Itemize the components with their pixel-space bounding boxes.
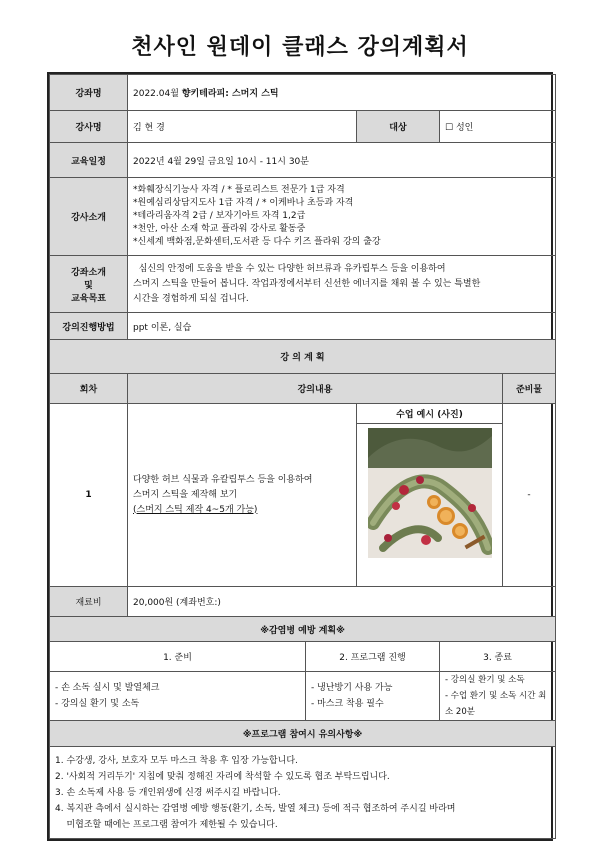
target-label: 대상 [357, 111, 440, 143]
plan-row [50, 404, 556, 587]
materials-value: - [503, 404, 556, 587]
goal-label [50, 256, 128, 313]
content-cell [128, 404, 357, 587]
goal-label-line: 교육목표 [71, 293, 106, 304]
course-date: 2022.04월 [133, 89, 182, 99]
intro-row [50, 178, 556, 256]
goal-label-line: 및 [84, 280, 93, 291]
plan-header-row [50, 374, 556, 404]
prevention-detail-row [50, 672, 556, 721]
content-note: (스머지 스틱 제작 4~5개 가능) [133, 504, 258, 515]
method-label: 강의진행방법 [50, 313, 128, 340]
course-name: 향키테라피: 스머지 스틱 [181, 89, 279, 99]
plan-heading-row [50, 340, 556, 374]
prevention-col-end: 3. 종료 [440, 642, 556, 672]
content-header: 강의내용 [128, 374, 503, 404]
schedule-value: 2022년 4월 29일 금요일 10시 - 11시 30분 [128, 143, 556, 178]
target-text: 성인 [455, 123, 474, 133]
prevention-header-row [50, 642, 556, 672]
notes-heading: ※프로그램 참여시 유의사항※ [50, 721, 556, 747]
notes-row [50, 747, 556, 839]
course-value [128, 75, 556, 111]
prevention-heading-row [50, 617, 556, 642]
method-value: ppt 이론, 실습 [128, 313, 556, 340]
schedule-label: 교육일정 [50, 143, 128, 178]
instructor-label: 강사명 [50, 111, 128, 143]
goal-line: 스머지 스틱을 만들어 봅니다. 작업과정에서부터 신선한 에너지를 채워 볼 수 있는 특별한 [133, 278, 481, 289]
prevention-item: - 마스크 착용 필수 [311, 699, 384, 709]
target-checkbox[interactable]: ☐ [445, 123, 454, 133]
intro-line: *천안, 아산 소재 학교 플라워 강사로 활동중 [133, 224, 306, 234]
prevention-item: - 수업 환기 및 소독 시간 최소 20분 [445, 691, 547, 717]
note-line: 4. 복지관 측에서 실시하는 감염병 예방 행동(환기, 소독, 발열 체크) 등에 적극 협조하여 주시길 바라며 [55, 803, 456, 814]
target-value [440, 111, 556, 143]
prevention-col-prepare: 1. 준비 [50, 642, 306, 672]
prevention-end-cell [440, 672, 556, 721]
goal-line: 심신의 안정에 도움을 받을 수 있는 다양한 허브류과 유카립투스 등을 이용하여 [133, 263, 446, 274]
prevention-progress-cell [306, 672, 440, 721]
note-line: 1. 수강생, 강사, 보호자 모두 마스크 착용 후 입장 가능합니다. [55, 755, 298, 766]
session-header: 회차 [50, 374, 128, 404]
goal-line: 시간을 경험하게 되실 겁니다. [133, 293, 249, 304]
lesson-plan-table [49, 74, 556, 839]
prevention-col-progress: 2. 프로그램 진행 [306, 642, 440, 672]
prevention-prepare-cell [50, 672, 306, 721]
intro-line: *신세계 백화점,문화센터,도서관 등 다수 키즈 플라워 강의 출강 [133, 237, 381, 247]
prevention-item: - 손 소독 실시 및 발열체크 [55, 683, 160, 693]
goal-label-line: 강좌소개 [71, 267, 106, 278]
notes-heading-row [50, 721, 556, 747]
prevention-item: - 강의실 환기 및 소독 [55, 699, 140, 709]
plan-heading: 강 의 계 획 [50, 340, 556, 374]
smudge-stick-photo [368, 428, 492, 558]
fee-label: 재료비 [50, 587, 128, 617]
schedule-row [50, 143, 556, 178]
lesson-plan-form [47, 72, 553, 841]
materials-header: 준비물 [503, 374, 556, 404]
prevention-item: - 냉난방기 사용 가능 [311, 683, 393, 693]
note-line: 2. '사회적 거리두기' 지침에 맞춰 정해진 자리에 착석할 수 있도록 협조 부탁드립니다. [55, 771, 390, 782]
prevention-heading: ※감염병 예방 계획※ [50, 617, 556, 642]
intro-label: 강사소개 [50, 178, 128, 256]
intro-line: *테라리움자격 2급 / 보자기아트 자격 1,2급 [133, 211, 306, 221]
instructor-row [50, 111, 556, 143]
goal-row [50, 256, 556, 313]
method-row [50, 313, 556, 340]
content-line: 스머지 스틱을 제작해 보기 [133, 489, 238, 500]
fee-row [50, 587, 556, 617]
photo-caption: 수업 예시 (사진) [357, 404, 502, 424]
intro-line: *원예심리상담지도사 1급 자격 / * 이케바나 초등과 자격 [133, 198, 354, 208]
session-number: 1 [50, 404, 128, 587]
photo-cell [357, 404, 503, 587]
fee-value: 20,000원 (계좌번호:) [128, 587, 556, 617]
note-line: 미협조할 때에는 프로그램 참여가 제한될 수 있습니다. [55, 819, 278, 830]
page-title: 천사인 원데이 클래스 강의계획서 [131, 35, 469, 60]
notes-cell [50, 747, 556, 839]
intro-line: *화훼장식기능사 자격 / * 플로리스트 전문가 1급 자격 [133, 185, 345, 195]
goal-value [128, 256, 556, 313]
instructor-value: 김 현 경 [128, 111, 357, 143]
course-row [50, 75, 556, 111]
course-label: 강좌명 [50, 75, 128, 111]
content-line: 다양한 허브 식물과 유칼립투스 등을 이용하여 [133, 474, 313, 485]
intro-value [128, 178, 556, 256]
prevention-item: - 강의실 환기 및 소독 [445, 675, 525, 685]
note-line: 3. 손 소독제 사용 등 개인위생에 신경 써주시길 바랍니다. [55, 787, 281, 798]
